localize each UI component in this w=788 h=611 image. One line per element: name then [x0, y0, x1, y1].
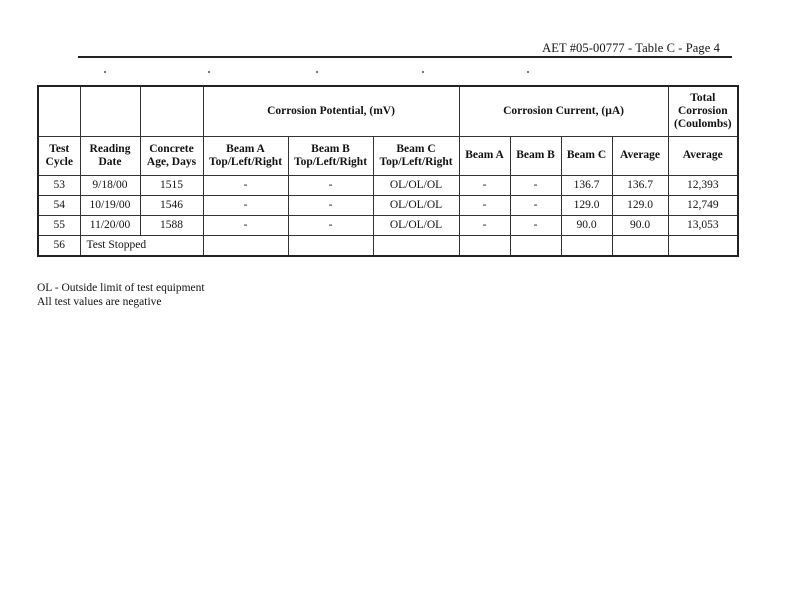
cell-potential-a: - — [203, 216, 288, 236]
col-test-cycle: Test Cycle — [38, 137, 80, 176]
cell-total-average: 13,053 — [668, 216, 738, 236]
empty-cell — [612, 236, 668, 257]
cell-current-average: 90.0 — [612, 216, 668, 236]
footnote-negative: All test values are negative — [37, 296, 162, 308]
cell-current-a: - — [459, 196, 510, 216]
cell-test-stopped-note: Test Stopped — [80, 236, 203, 257]
col-concrete-age: Concrete Age, Days — [140, 137, 203, 176]
empty-cell — [561, 236, 612, 257]
cell-cycle: 54 — [38, 196, 80, 216]
empty-cell — [373, 236, 459, 257]
empty-cell — [510, 236, 561, 257]
cell-potential-c: OL/OL/OL — [373, 176, 459, 196]
empty-header-cell — [38, 86, 80, 137]
col-current-beam-c: Beam C — [561, 137, 612, 176]
cell-current-a: - — [459, 176, 510, 196]
header-rule — [78, 56, 732, 58]
cell-total-average: 12,749 — [668, 196, 738, 216]
corrosion-current-header: Corrosion Current, (µA) — [459, 86, 668, 137]
document-header: AET #05-00777 - Table C - Page 4 — [542, 41, 720, 55]
cell-potential-a: - — [203, 176, 288, 196]
cell-current-a: - — [459, 216, 510, 236]
cell-total-average: 12,393 — [668, 176, 738, 196]
cell-current-c: 90.0 — [561, 216, 612, 236]
cell-potential-a: - — [203, 196, 288, 216]
cell-current-average: 129.0 — [612, 196, 668, 216]
empty-cell — [288, 236, 373, 257]
cell-current-b: - — [510, 196, 561, 216]
cell-current-c: 129.0 — [561, 196, 612, 216]
table-row — [38, 176, 738, 196]
footnote-ol: OL - Outside limit of test equipment — [37, 282, 205, 294]
cell-potential-b: - — [288, 216, 373, 236]
col-current-average: Average — [612, 137, 668, 176]
cell-age: 1546 — [140, 196, 203, 216]
cell-potential-c: OL/OL/OL — [373, 196, 459, 216]
group-header-row — [38, 86, 738, 137]
cell-current-average: 136.7 — [612, 176, 668, 196]
cell-date: 10/19/00 — [80, 196, 140, 216]
empty-header-cell — [80, 86, 140, 137]
total-corrosion-header: Total Corrosion (Coulombs) — [668, 86, 738, 137]
cell-potential-c: OL/OL/OL — [373, 216, 459, 236]
table-row — [38, 216, 738, 236]
cell-cycle: 56 — [38, 236, 80, 257]
cell-cycle: 53 — [38, 176, 80, 196]
col-current-beam-a: Beam A — [459, 137, 510, 176]
cell-current-b: - — [510, 176, 561, 196]
cell-current-b: - — [510, 216, 561, 236]
cell-date: 11/20/00 — [80, 216, 140, 236]
corrosion-table — [37, 85, 739, 257]
table-row-stopped — [38, 236, 738, 257]
cell-date: 9/18/00 — [80, 176, 140, 196]
cell-current-c: 136.7 — [561, 176, 612, 196]
col-potential-beam-c: Beam C Top/Left/Right — [373, 137, 459, 176]
empty-cell — [668, 236, 738, 257]
col-reading-date: Reading Date — [80, 137, 140, 176]
table-row — [38, 196, 738, 216]
empty-header-cell — [140, 86, 203, 137]
col-current-beam-b: Beam B — [510, 137, 561, 176]
cell-age: 1515 — [140, 176, 203, 196]
col-total-average: Average — [668, 137, 738, 176]
cell-cycle: 55 — [38, 216, 80, 236]
empty-cell — [203, 236, 288, 257]
column-header-row — [38, 137, 738, 176]
footnotes — [37, 281, 205, 309]
col-potential-beam-a: Beam A Top/Left/Right — [203, 137, 288, 176]
cell-age: 1588 — [140, 216, 203, 236]
col-potential-beam-b: Beam B Top/Left/Right — [288, 137, 373, 176]
cell-potential-b: - — [288, 196, 373, 216]
empty-cell — [459, 236, 510, 257]
cell-potential-b: - — [288, 176, 373, 196]
corrosion-potential-header: Corrosion Potential, (mV) — [203, 86, 459, 137]
